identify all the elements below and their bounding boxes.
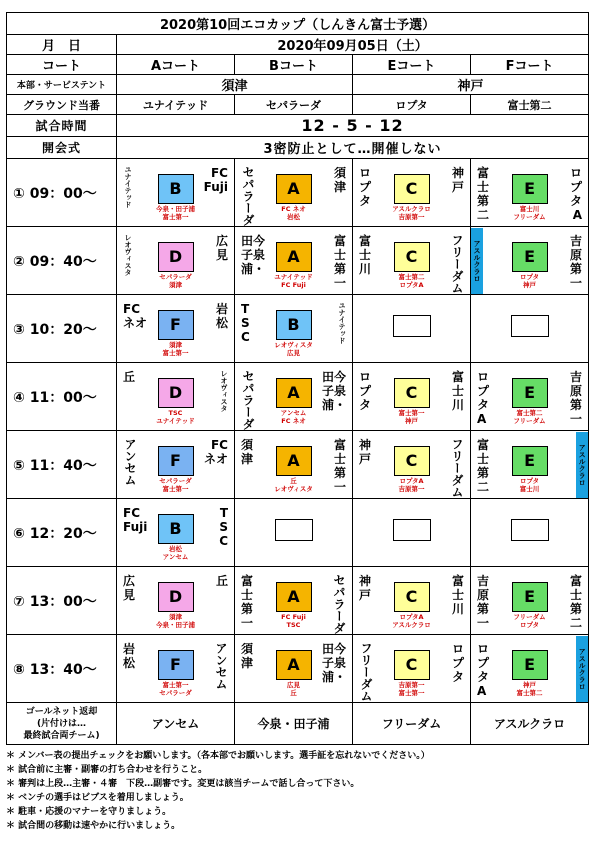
court-b: Bコート	[235, 55, 353, 75]
court-badge: B	[158, 174, 194, 204]
note-item: ＊ 試合前に主審・副審の打ち合わせを行うこと。	[6, 765, 208, 775]
match-time: ② 09：40～	[7, 227, 117, 295]
court-badge: C	[394, 446, 430, 476]
match-cell-content	[471, 160, 588, 226]
referee-teams: 富士川 フリーダム	[513, 204, 546, 221]
ground-f: 富士第二	[471, 95, 589, 115]
match-cell-content	[117, 160, 234, 226]
left-team: FC Fuji	[123, 505, 148, 534]
right-team: 富 士 川	[451, 369, 464, 412]
match-cell	[117, 499, 235, 567]
match-cell-content	[353, 160, 470, 226]
left-team: アンセム	[123, 437, 137, 486]
empty-slot	[511, 519, 549, 541]
match-cell	[353, 295, 471, 363]
right-team: 富 士 第 一	[333, 233, 346, 290]
right-team: ロ プ タ	[451, 641, 464, 684]
right-team: 吉 原 第 一	[570, 369, 583, 426]
referee-teams: FC ネオ 岩松	[281, 204, 306, 221]
court-badge: C	[394, 242, 430, 272]
left-team: ロ プ タ	[359, 165, 372, 208]
match-time: ⑧ 13：40～	[7, 635, 117, 703]
court-badge: A	[276, 242, 312, 272]
match-row	[7, 363, 589, 431]
match-row	[7, 227, 589, 295]
schedule-sheet	[6, 12, 588, 833]
left-team: 富 士 第 一	[241, 573, 254, 630]
match-cell	[353, 363, 471, 431]
match-rows	[7, 159, 589, 703]
net-team-b: 今泉・田子浦	[235, 703, 353, 745]
referee-teams: ロプタ 富士川	[519, 476, 540, 493]
left-team: T S C	[241, 301, 250, 344]
match-time: ④ 11：00～	[7, 363, 117, 431]
note-item: ＊ 駐車・応援のマナーを守りましょう。	[6, 807, 172, 817]
ground-b: セパラーダ	[235, 95, 353, 115]
match-cell-content	[353, 636, 470, 702]
referee-teams: ユナイテッド FC Fuji	[274, 272, 313, 289]
court-a: Aコート	[117, 55, 235, 75]
right-team: 田今 子泉 浦・	[321, 369, 346, 412]
left-team: 神 戸	[359, 437, 372, 466]
right-team: フリーダム	[450, 233, 464, 294]
right-team: 吉 原 第 一	[570, 233, 583, 290]
net-label-text: ゴールネット返却 (片付けは… 最終試合両チーム)	[23, 706, 100, 741]
referee-teams: 富士第一 神戸	[398, 408, 425, 425]
left-team: 丘	[123, 369, 136, 384]
referee-teams: FC Fuji TSC	[281, 612, 306, 629]
opening-label: 開会式	[7, 137, 117, 159]
left-team: フリーダム	[359, 641, 373, 702]
match-cell-content	[235, 160, 352, 226]
left-team: FC ネオ	[123, 301, 148, 330]
referee-teams: ロプタA アスルクラロ	[392, 612, 431, 629]
left-team: セパラーダ	[241, 369, 255, 430]
match-time: ① 09：00～	[7, 159, 117, 227]
court-badge: A	[276, 378, 312, 408]
match-cell	[471, 635, 589, 703]
match-cell-content	[353, 500, 470, 566]
match-cell	[353, 431, 471, 499]
referee-teams: 富士第一 セパラーダ	[159, 680, 192, 697]
ground-a: ユナイテッド	[117, 95, 235, 115]
right-team: 田今 子泉 浦・	[321, 641, 346, 684]
right-team: T S C	[219, 505, 228, 548]
match-cell	[235, 499, 353, 567]
match-row	[7, 635, 589, 703]
referee-teams: フリーダム ロプタ	[513, 612, 546, 629]
right-team: レオヴィスタ	[220, 369, 228, 412]
referee-teams: セパラーダ 須津	[159, 272, 192, 289]
left-team: 須 津	[241, 641, 254, 670]
match-cell-content	[117, 636, 234, 702]
match-cell	[117, 227, 235, 295]
match-cell	[235, 227, 353, 295]
court-badge: A	[276, 650, 312, 680]
match-row	[7, 295, 589, 363]
court-badge: E	[512, 378, 548, 408]
match-row	[7, 159, 589, 227]
right-team: フリーダム	[450, 437, 464, 498]
referee-teams: TSC ユナイテッド	[156, 408, 195, 425]
match-cell-content	[471, 500, 588, 566]
team-strip: アスルクラロ	[576, 636, 588, 702]
right-team: 広 見	[215, 233, 228, 262]
court-badge: A	[276, 174, 312, 204]
match-cell-content	[235, 296, 352, 362]
right-team: 須 津	[333, 165, 346, 194]
left-team: ユナイテッド	[124, 165, 132, 208]
referee-teams: 須津 今泉・田子浦	[156, 612, 195, 629]
net-team-a: アンセム	[117, 703, 235, 745]
left-team: 須 津	[241, 437, 254, 466]
match-cell-content	[353, 228, 470, 294]
match-cell-content	[235, 432, 352, 498]
match-cell-content	[235, 364, 352, 430]
match-cell-content	[353, 364, 470, 430]
match-cell-content	[471, 296, 588, 362]
left-team: 神 戸	[359, 573, 372, 602]
referee-teams: セパラーダ 富士第一	[159, 476, 192, 493]
right-team: 富 士 第 二	[570, 573, 583, 630]
match-cell-content	[353, 296, 470, 362]
left-team: レオヴィスタ	[124, 233, 132, 276]
times-value: 12 - 5 - 12	[117, 115, 589, 137]
match-cell	[353, 499, 471, 567]
date-label: 月 日	[7, 35, 117, 55]
right-team: アンセム	[214, 641, 228, 690]
staff-left: 須津	[117, 75, 353, 95]
match-cell	[117, 295, 235, 363]
left-team: 広 見	[123, 573, 136, 602]
referee-teams: 神戸 富士第二	[516, 680, 543, 697]
match-row	[7, 499, 589, 567]
match-cell-content	[117, 568, 234, 634]
match-cell-content	[471, 432, 588, 498]
ground-e: ロプタ	[353, 95, 471, 115]
match-cell	[235, 635, 353, 703]
referee-teams: 富士第二 ロプタA	[398, 272, 425, 289]
net-team-e: フリーダム	[353, 703, 471, 745]
match-cell	[471, 431, 589, 499]
left-team: ロ プ タ A	[477, 369, 490, 426]
schedule-table	[6, 12, 589, 745]
court-badge: D	[158, 242, 194, 272]
ground-label: グラウンド当番	[7, 95, 117, 115]
match-cell	[353, 227, 471, 295]
match-cell	[235, 363, 353, 431]
match-cell	[471, 159, 589, 227]
match-cell-content	[471, 568, 588, 634]
court-badge: B	[276, 310, 312, 340]
match-cell	[353, 567, 471, 635]
match-cell	[235, 295, 353, 363]
court-badge: D	[158, 582, 194, 612]
match-time: ⑥ 12：20～	[7, 499, 117, 567]
match-time: ⑤ 11：40～	[7, 431, 117, 499]
left-team: 富 士 川	[359, 233, 372, 276]
court-label: コート	[7, 55, 117, 75]
referee-teams: レオヴィスタ 広見	[274, 340, 313, 357]
right-team: セパラーダ	[332, 573, 346, 634]
match-cell	[235, 431, 353, 499]
left-team: 富 士 第 二	[477, 165, 490, 222]
match-cell-content	[235, 636, 352, 702]
match-cell	[117, 635, 235, 703]
empty-slot	[511, 315, 549, 337]
empty-slot	[393, 519, 431, 541]
right-team: FC ネオ	[203, 437, 228, 466]
court-badge: D	[158, 378, 194, 408]
referee-teams: アンセム FC ネオ	[280, 408, 307, 425]
left-team: 岩 松	[123, 641, 136, 670]
match-cell	[117, 431, 235, 499]
referee-teams: 吉原第一 富士第一	[398, 680, 425, 697]
referee-teams: アスルクラロ 吉原第一	[392, 204, 431, 221]
match-cell-content	[471, 228, 588, 294]
right-team: 神 戸	[451, 165, 464, 194]
empty-slot	[393, 315, 431, 337]
note-item: ＊ メンバー表の提出チェックをお願いします。（各本部でお願いします。選手証を忘れないでください。）	[6, 751, 430, 761]
match-cell-content	[471, 364, 588, 430]
match-cell-content	[353, 432, 470, 498]
opening-value: 3密防止として…開催しない	[117, 137, 589, 159]
court-e: Eコート	[353, 55, 471, 75]
referee-teams: 今泉・田子浦 富士第一	[156, 204, 195, 221]
referee-teams: 須津 富士第一	[162, 340, 189, 357]
page-title: 2020第10回エコカップ（しんきん富士予選）	[7, 13, 589, 35]
match-cell-content	[117, 500, 234, 566]
court-badge: E	[512, 446, 548, 476]
court-badge: A	[276, 446, 312, 476]
referee-teams: ロプタA 吉原第一	[398, 476, 425, 493]
match-cell-content	[235, 568, 352, 634]
court-badge: B	[158, 514, 194, 544]
court-badge: F	[158, 650, 194, 680]
referee-teams: 岩松 アンセム	[162, 544, 189, 561]
court-badge: C	[394, 650, 430, 680]
right-team: 富 士 川	[451, 573, 464, 616]
match-cell-content	[117, 432, 234, 498]
note-item: ＊ ベンチの選手はビブスを着用しましょう。	[6, 793, 189, 803]
right-team: 岩 松	[215, 301, 228, 330]
left-team: 富 士 第 二	[477, 437, 490, 494]
right-team: 富 士 第 一	[333, 437, 346, 494]
court-badge: A	[276, 582, 312, 612]
team-strip: アスルクラロ	[576, 432, 588, 498]
court-badge: C	[394, 378, 430, 408]
date-value: 2020年09月05日（土）	[117, 35, 589, 55]
times-label: 試合時間	[7, 115, 117, 137]
match-cell	[471, 227, 589, 295]
note-item: ＊ 試合間の移動は速やかに行いましょう。	[6, 821, 181, 831]
match-cell	[471, 567, 589, 635]
match-cell	[117, 159, 235, 227]
referee-teams: 丘 レオヴィスタ	[274, 476, 313, 493]
match-cell	[235, 567, 353, 635]
right-team: ユナイテッド	[338, 301, 346, 344]
staff-right: 神戸	[353, 75, 589, 95]
match-cell	[117, 363, 235, 431]
match-time: ⑦ 13：00～	[7, 567, 117, 635]
match-cell	[471, 363, 589, 431]
match-cell-content	[235, 228, 352, 294]
court-badge: C	[394, 582, 430, 612]
match-row	[7, 567, 589, 635]
referee-teams: 広見 丘	[287, 680, 300, 697]
match-cell	[353, 635, 471, 703]
court-badge: F	[158, 446, 194, 476]
right-team: 丘	[215, 573, 228, 588]
court-badge: E	[512, 650, 548, 680]
match-cell-content	[235, 500, 352, 566]
right-team: FC Fuji	[203, 165, 228, 194]
match-cell-content	[117, 364, 234, 430]
left-team: 吉 原 第 一	[477, 573, 490, 630]
match-cell	[353, 159, 471, 227]
notes	[6, 749, 588, 833]
left-team: ロ プ タ	[359, 369, 372, 412]
match-cell-content	[117, 296, 234, 362]
match-cell-content	[353, 568, 470, 634]
court-badge: E	[512, 174, 548, 204]
match-cell-content	[471, 636, 588, 702]
match-cell	[471, 295, 589, 363]
left-team: 田今 子泉 浦・	[241, 233, 266, 276]
court-badge: C	[394, 174, 430, 204]
right-team: ロ プ タ A	[570, 165, 583, 222]
referee-teams: 富士第二 フリーダム	[513, 408, 546, 425]
net-team-f: アスルクラロ	[471, 703, 589, 745]
match-cell	[471, 499, 589, 567]
match-cell-content	[117, 228, 234, 294]
court-f: Fコート	[471, 55, 589, 75]
note-item: ＊ 審判は上段…主審・４審 下段…副審です。変更は該当チームで話し合って下さい。	[6, 779, 360, 789]
court-badge: E	[512, 242, 548, 272]
match-time: ③ 10：20～	[7, 295, 117, 363]
staff-label: 本部・サービステント	[7, 75, 117, 95]
referee-teams: ロプタ 神戸	[520, 272, 540, 289]
court-badge: F	[158, 310, 194, 340]
net-label	[7, 703, 117, 745]
court-badge: E	[512, 582, 548, 612]
match-cell	[117, 567, 235, 635]
empty-slot	[275, 519, 313, 541]
match-cell	[235, 159, 353, 227]
left-team: ロ プ タ A	[477, 641, 490, 698]
team-strip: アスルクラロ	[471, 228, 483, 294]
left-team: セパラーダ	[241, 165, 255, 226]
match-row	[7, 431, 589, 499]
